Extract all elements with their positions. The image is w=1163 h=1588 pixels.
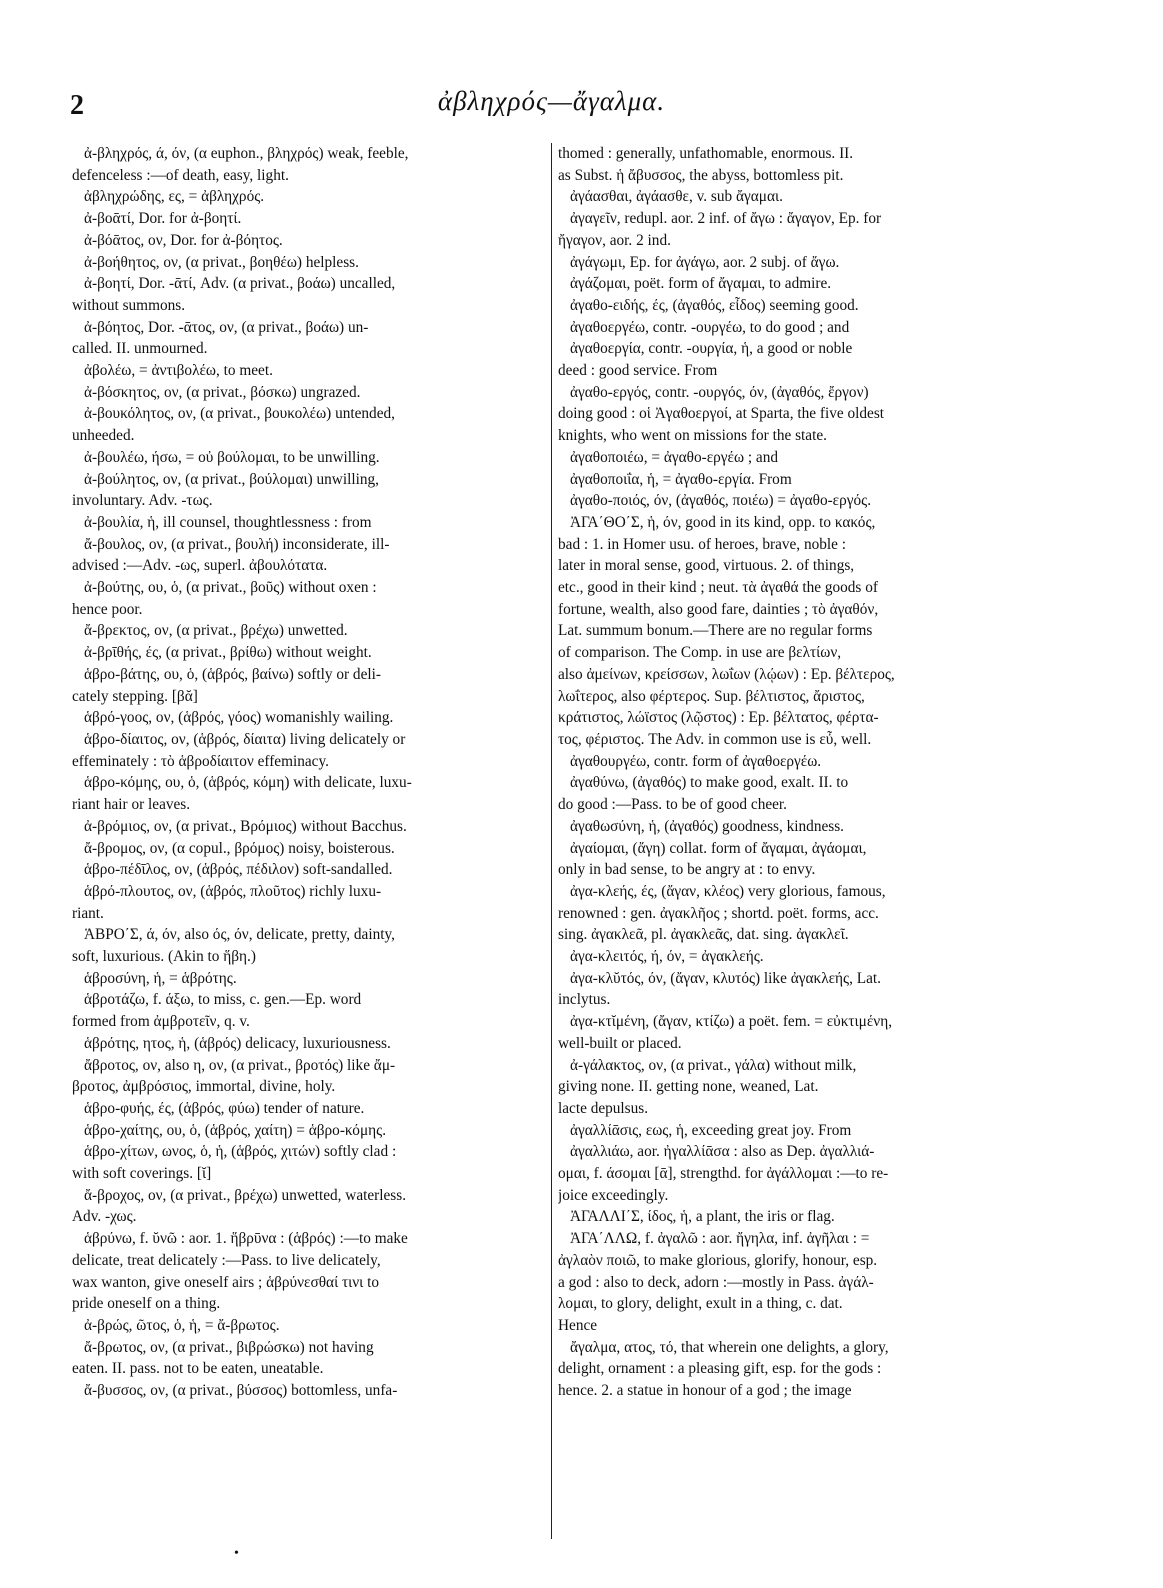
dictionary-entry [558, 317, 1032, 339]
entry-line: soft, luxurious. (Akin to ἥβη.) [72, 948, 256, 966]
entry-line: later in moral sense, good, virtuous. 2. of things, [558, 557, 855, 575]
entry-line: βροτος, ἀμβρόσιος, immortal, divine, holy. [72, 1078, 336, 1096]
dictionary-entry [558, 772, 1032, 815]
entry-line: ἄγαλμα, ατος, τό, that wherein one delights, a glory, [570, 1338, 889, 1356]
dictionary-entry [558, 252, 1032, 274]
entry-line: τος, φέριστος. The Adv. in common use is εὖ, well. [558, 730, 872, 748]
entry-line: ἀγαθο-ειδής, ές, (ἀγαθός, εἶδος) seeming good. [570, 296, 859, 314]
dictionary-entry [72, 143, 550, 186]
dictionary-entry [72, 273, 550, 316]
entry-line: delicate, treat delicately :—Pass. to live delicately, [72, 1251, 381, 1269]
entry-line: ἁβροσύνη, ἡ, = ἁβρότης. [84, 969, 237, 987]
entry-line: ἀγαθοεργία, contr. -ουργία, ἡ, a good or noble [570, 340, 853, 358]
entry-line: ἈΓΑ΄ΘΟ΄Σ, ἡ, όν, good in its kind, opp. to κακός, [570, 513, 876, 531]
entry-line: renowned : gen. ἀγακλῆος ; shortd. poët. forms, acc. [558, 904, 879, 922]
entry-line: ἀγα-κτῐμένη, (ἄγαν, κτίζω) a poët. fem. = εὐκτιμένη, [570, 1013, 893, 1031]
entry-line: ἈΓΑ΄ΛΛΩ, f. ἀγαλῶ : aor. ἤγηλα, inf. ἀγῆλαι : = [570, 1230, 870, 1248]
dictionary-entry [558, 1011, 1032, 1054]
entry-line: sing. ἀγακλεᾶ, pl. ἀγακλεᾶς, dat. sing. ἀγακλεῖ. [558, 926, 849, 944]
entry-line: inclytus. [558, 991, 611, 1009]
entry-line: ἀ-βρῑθής, ές, (α privat., βρίθω) without weight. [84, 644, 372, 662]
entry-line: ἀγα-κλῠτός, όν, (ἄγαν, κλυτός) like ἀγακλεής, Lat. [570, 969, 881, 987]
dictionary-entry [558, 273, 1032, 295]
dictionary-entry [72, 403, 550, 446]
entry-line: ἄ-βυσσος, ον, (α privat., βύσσος) bottomless, unfa- [84, 1382, 398, 1400]
dictionary-entry [558, 1206, 1032, 1228]
right-column [558, 143, 1032, 1402]
entry-line: defenceless :—of death, easy, light. [72, 166, 289, 184]
dictionary-entry [72, 1337, 550, 1380]
entry-line: ἀγαθουργέω, contr. form of ἀγαθοεργέω. [570, 752, 822, 770]
entry-line: with soft coverings. [ῐ] [72, 1165, 212, 1183]
entry-line: called. II. unmourned. [72, 340, 208, 358]
entry-line: ἀγαθοποιέω, = ἀγαθο-εργέω ; and [570, 448, 778, 466]
entry-line: ἁβρύνω, f. ῠνῶ : aor. 1. ἥβρῡνα : (ἁβρός) :—to make [84, 1230, 408, 1248]
dictionary-entry [72, 230, 550, 252]
dictionary-entry [558, 881, 1032, 946]
entry-line: ἀ-βρόμιος, ον, (α privat., Βρόμιος) without Bacchus. [84, 817, 407, 835]
entry-line: ἄ-βροχος, ον, (α privat., βρέχω) unwetted, waterless. [84, 1186, 407, 1204]
page-header [70, 86, 1033, 126]
column-divider [551, 143, 552, 1539]
entry-line: advised :—Adv. -ως, superl. ἀβουλότατα. [72, 557, 328, 575]
entry-line: ἀ-βούλητος, ον, (α privat., βούλομαι) unwilling, [84, 470, 379, 488]
dictionary-entry [558, 382, 1032, 447]
entry-line: formed from ἀμβροτεῖν, q. v. [72, 1013, 250, 1031]
entry-line: involuntary. Adv. -τως. [72, 492, 213, 510]
entry-line: ἄβροτος, ον, also η, ον, (α privat., βροτός) like ἄμ- [84, 1056, 396, 1074]
entry-line: hence. 2. a statue in honour of a god ; the image [558, 1382, 852, 1400]
entry-line: ἁβρό-πλουτος, ον, (ἁβρός, πλοῦτος) richly luxu- [84, 882, 382, 900]
dictionary-entry [72, 577, 550, 620]
entry-line: ἁβρο-κόμης, ου, ὁ, (ἁβρός, κόμη) with delicate, luxu- [84, 774, 412, 792]
entry-line: well-built or placed. [558, 1034, 682, 1052]
dictionary-entry [72, 512, 550, 534]
dictionary-entry [558, 143, 1032, 186]
dictionary-entry [72, 1098, 550, 1120]
entry-line: ἀγαλλίᾱσις, εως, ἡ, exceeding great joy. From [570, 1121, 852, 1139]
entry-line: without summons. [72, 296, 186, 314]
entry-line: ἀ-βόσκητος, ον, (α privat., βόσκω) ungrazed. [84, 383, 361, 401]
dictionary-entry [72, 534, 550, 577]
entry-line: ἀγα-κλειτός, ή, όν, = ἀγακλεής. [570, 948, 764, 966]
dictionary-entry [558, 490, 1032, 512]
dictionary-entry [72, 382, 550, 404]
dictionary-entry [72, 859, 550, 881]
dictionary-entry [72, 772, 550, 815]
entry-line: ἀ-βόητος, Dor. -ᾱτος, ον, (α privat., βοάω) un- [84, 318, 369, 336]
entry-line: riant. [72, 904, 104, 922]
entry-line: λωΐτερος, also φέρτερος. Sup. βέλτιστος, ἄριστος, [558, 687, 865, 705]
dictionary-entry [558, 295, 1032, 317]
entry-line: ἀ-βοᾱτί, Dor. for ἀ-βοητί. [84, 210, 242, 228]
entry-line: riant hair or leaves. [72, 796, 191, 814]
dictionary-entry [558, 447, 1032, 469]
dictionary-entry [558, 1055, 1032, 1120]
entry-line: ἁβρο-χίτων, ωνος, ὁ, ἡ, (ἁβρός, χιτών) softly clad : [84, 1143, 397, 1161]
entry-line: ἁβροτάζω, f. άξω, to miss, c. gen.—Ep. word [84, 991, 362, 1009]
entry-line: ἁβρο-χαίτης, ου, ὁ, (ἁβρός, χαίτη) = ἁβρο-κόμης. [84, 1121, 387, 1139]
entry-line: cately stepping. [βᾰ] [72, 687, 198, 705]
left-column [72, 143, 550, 1402]
dictionary-entry [72, 1185, 550, 1228]
entry-line: ἤγαγον, aor. 2 ind. [558, 231, 671, 249]
entry-line: lacte depulsus. [558, 1099, 649, 1117]
entry-line: bad : 1. in Homer usu. of heroes, brave, noble : [558, 535, 847, 553]
dictionary-entry [558, 208, 1032, 251]
entry-line: ἈΓΑΛΛΙ΄Σ, ίδος, ἡ, a plant, the iris or flag. [570, 1208, 835, 1226]
dictionary-entry [558, 512, 1032, 751]
dictionary-entry [72, 1228, 550, 1315]
entry-line: Lat. summum bonum.—There are no regular forms [558, 622, 873, 640]
entry-line: Adv. -χως. [72, 1208, 137, 1226]
entry-line: ἀγάασθαι, ἀγάασθε, v. sub ἄγαμαι. [570, 188, 783, 206]
dictionary-entry [72, 1033, 550, 1055]
dictionary-entry [72, 989, 550, 1032]
entry-line: effeminately : τὸ ἁβροδίαιτον effeminacy. [72, 752, 329, 770]
dictionary-entry [72, 707, 550, 729]
entry-line: wax wanton, give oneself airs ; ἁβρύνεσθαί τινι to [72, 1273, 380, 1291]
dictionary-entry [558, 1228, 1032, 1337]
dictionary-entry [72, 360, 550, 382]
entry-line: ἉΒΡΟ΄Σ, ά, όν, also ός, όν, delicate, pretty, dainty, [84, 926, 395, 944]
entry-line: ἀβολέω, = ἀντιβολέω, to meet. [84, 362, 273, 380]
entry-line: ομαι, f. άσομαι [ᾱ], strengthd. for ἀγάλλομαι :—to re- [558, 1165, 889, 1183]
entry-line: ἁβρο-δίαιτος, ον, (ἁβρός, δίαιτα) living delicately or [84, 730, 406, 748]
entry-line: ἀ-βοητί, Dor. -ᾱτί, Adv. (α privat., βοάω) uncalled, [84, 275, 396, 293]
dictionary-entry [72, 317, 550, 360]
entry-line: only in bad sense, to be angry at : to envy. [558, 861, 816, 879]
entry-line: ἁβρότης, ητος, ἡ, (ἁβρός) delicacy, luxuriousness. [84, 1034, 391, 1052]
entry-line: hence poor. [72, 600, 143, 618]
entry-line: knights, who went on missions for the state. [558, 427, 827, 445]
entry-line: doing good : οἱ Ἀγαθοεργοί, at Sparta, the five oldest [558, 405, 885, 423]
entry-line: ἁβρο-βάτης, ου, ὁ, (ἁβρός, βαίνω) softly or deli- [84, 665, 381, 683]
entry-line: ἁβρο-πέδῑλος, ον, (ἁβρός, πέδιλον) soft-sandalled. [84, 861, 393, 879]
entry-line: ἄ-βουλος, ον, (α privat., βουλή) inconsiderate, ill- [84, 535, 390, 553]
entry-line: eaten. II. pass. not to be eaten, uneatable. [72, 1360, 324, 1378]
entry-line: of comparison. The Comp. in use are βελτίων, [558, 644, 842, 662]
dictionary-entry [72, 1141, 550, 1184]
entry-line: ἀγάγωμι, Ep. for ἀγάγω, aor. 2 subj. of ἄγω. [570, 253, 840, 271]
entry-line: ἀγαθο-ποιός, όν, (ἀγαθός, ποιέω) = ἀγαθο-εργός. [570, 492, 872, 510]
entry-line: ἀγαγεῖν, redupl. aor. 2 inf. of ἄγω : ἄγαγον, Ep. for [570, 210, 882, 228]
dictionary-entry [558, 1337, 1032, 1402]
dictionary-entry [72, 447, 550, 469]
entry-line: λομαι, to glory, delight, exult in a thing, c. dat. [558, 1295, 843, 1313]
entry-line: ἀγαίομαι, (ἄγη) collat. form of ἄγαμαι, ἀγάομαι, [570, 839, 867, 857]
entry-line: as Subst. ἡ ἄβυσσος, the abyss, bottomless pit. [558, 166, 844, 184]
entry-line: ἄ-βρωτος, ον, (α privat., βιβρώσκω) not having [84, 1338, 374, 1356]
dictionary-entry [72, 186, 550, 208]
dictionary-entry [558, 186, 1032, 208]
entry-line: ἄ-βρεκτος, ον, (α privat., βρέχω) unwetted. [84, 622, 348, 640]
entry-line: ἁβρο-φυής, ές, (ἁβρός, φύω) tender of nature. [84, 1099, 365, 1117]
entry-line: ἀγαθοεργέω, contr. -ουργέω, to do good ; and [570, 318, 850, 336]
dictionary-entry [558, 338, 1032, 381]
entry-line: ἀ-βουλία, ἡ, ill counsel, thoughtlessness : from [84, 513, 372, 531]
dictionary-entry [72, 252, 550, 274]
entry-line: ἀγαθωσύνη, ἡ, (ἀγαθός) goodness, kindness. [570, 817, 844, 835]
page-number: 2 [70, 90, 84, 121]
running-head: ἀβληχρός—ἄγαλμα. [437, 86, 666, 116]
entry-line: ἀβληχρώδης, ες, = ἀβληχρός. [84, 188, 265, 206]
dictionary-entry [72, 968, 550, 990]
entry-line: Hence [558, 1316, 598, 1334]
entry-line: ἀ-βοήθητος, ον, (α privat., βοηθέω) helpless. [84, 253, 359, 271]
entry-line: ἀγαθύνω, (ἀγαθός) to make good, exalt. II. to [570, 774, 849, 792]
dictionary-entry [72, 924, 550, 967]
dictionary-entry [72, 816, 550, 838]
entry-line: a god : also to deck, adorn :—mostly in Pass. ἀγάλ- [558, 1273, 874, 1291]
dictionary-entry [72, 729, 550, 772]
dictionary-entry [72, 1055, 550, 1098]
entry-line: unheeded. [72, 427, 135, 445]
entry-line: etc., good in their kind ; neut. τὰ ἀγαθά the goods of [558, 579, 878, 597]
dictionary-entry [72, 620, 550, 642]
dictionary-entry [72, 838, 550, 860]
entry-line: also ἀμείνων, κρείσσων, λωΐων (λῴων) : Ep. βέλτερος, [558, 665, 895, 683]
entry-line: ἀγαθο-εργός, contr. -ουργός, όν, (ἀγαθός, ἔργον) [570, 383, 869, 401]
entry-line: do good :—Pass. to be of good cheer. [558, 796, 787, 814]
entry-line: ἀ-βόᾱτος, ον, Dor. for ἀ-βόητος. [84, 231, 283, 249]
entry-line: ἀγα-κλεής, ές, (ἄγαν, κλέος) very glorious, famous, [570, 882, 886, 900]
entry-line: κράτιστος, λώϊστος (λῷστος) : Ep. βέλτατος, φέρτα- [558, 709, 879, 727]
dictionary-entry [558, 838, 1032, 881]
entry-line: deed : good service. From [558, 362, 718, 380]
dictionary-entry [558, 816, 1032, 838]
dictionary-entry [72, 1380, 550, 1402]
dictionary-entry [558, 968, 1032, 1011]
margin-mark: • [234, 1546, 239, 1561]
dictionary-entry [72, 881, 550, 924]
dictionary-entry [558, 1120, 1032, 1142]
entry-line: ἀ-βρώς, ῶτος, ὁ, ἡ, = ἄ-βρωτος. [84, 1316, 280, 1334]
entry-line: pride oneself on a thing. [72, 1295, 221, 1313]
entry-line: ἁβρό-γοος, ον, (ἁβρός, γόος) womanishly wailing. [84, 709, 394, 727]
entry-line: joice exceedingly. [558, 1186, 669, 1204]
dictionary-entry [558, 751, 1032, 773]
dictionary-entry [558, 469, 1032, 491]
entry-line: ἀ-γάλακτος, ον, (α privat., γάλα) without milk, [570, 1056, 857, 1074]
entry-line: ἀγλαὸν ποιῶ, to make glorious, glorify, honour, esp. [558, 1251, 878, 1269]
dictionary-entry [558, 946, 1032, 968]
entry-line: ἀγαλλιάω, aor. ἠγαλλίᾱσα : also as Dep. ἀγαλλιά- [570, 1143, 875, 1161]
entry-line: thomed : generally, unfathomable, enormous. II. [558, 145, 854, 162]
dictionary-entry [72, 208, 550, 230]
entry-line: ἀγάζομαι, poët. form of ἄγαμαι, to admire. [570, 275, 832, 293]
dictionary-entry [558, 1141, 1032, 1206]
entry-line: ἀ-βούτης, ου, ὁ, (α privat., βοῦς) without oxen : [84, 579, 377, 597]
dictionary-entry [72, 642, 550, 664]
entry-line: ἀ-βουλέω, ήσω, = οὐ βούλομαι, to be unwilling. [84, 448, 380, 466]
dictionary-entry [72, 1315, 550, 1337]
dictionary-entry [72, 469, 550, 512]
entry-line: fortune, wealth, also good fare, dainties ; τὸ ἀγαθόν, [558, 600, 879, 618]
entry-line: ἀγαθοποιΐα, ἡ, = ἀγαθο-εργία. From [570, 470, 792, 488]
entry-line: delight, ornament : a pleasing gift, esp. for the gods : [558, 1360, 882, 1378]
entry-line: ἀ-βληχρός, ά, όν, (α euphon., βληχρός) weak, feeble, [84, 145, 409, 162]
entry-line: ἄ-βρομος, ον, (α copul., βρόμος) noisy, boisterous. [84, 839, 395, 857]
dictionary-entry [72, 664, 550, 707]
entry-line: giving none. II. getting none, weaned, Lat. [558, 1078, 819, 1096]
entry-line: ἀ-βουκόλητος, ον, (α privat., βουκολέω) untended, [84, 405, 395, 423]
dictionary-entry [72, 1120, 550, 1142]
